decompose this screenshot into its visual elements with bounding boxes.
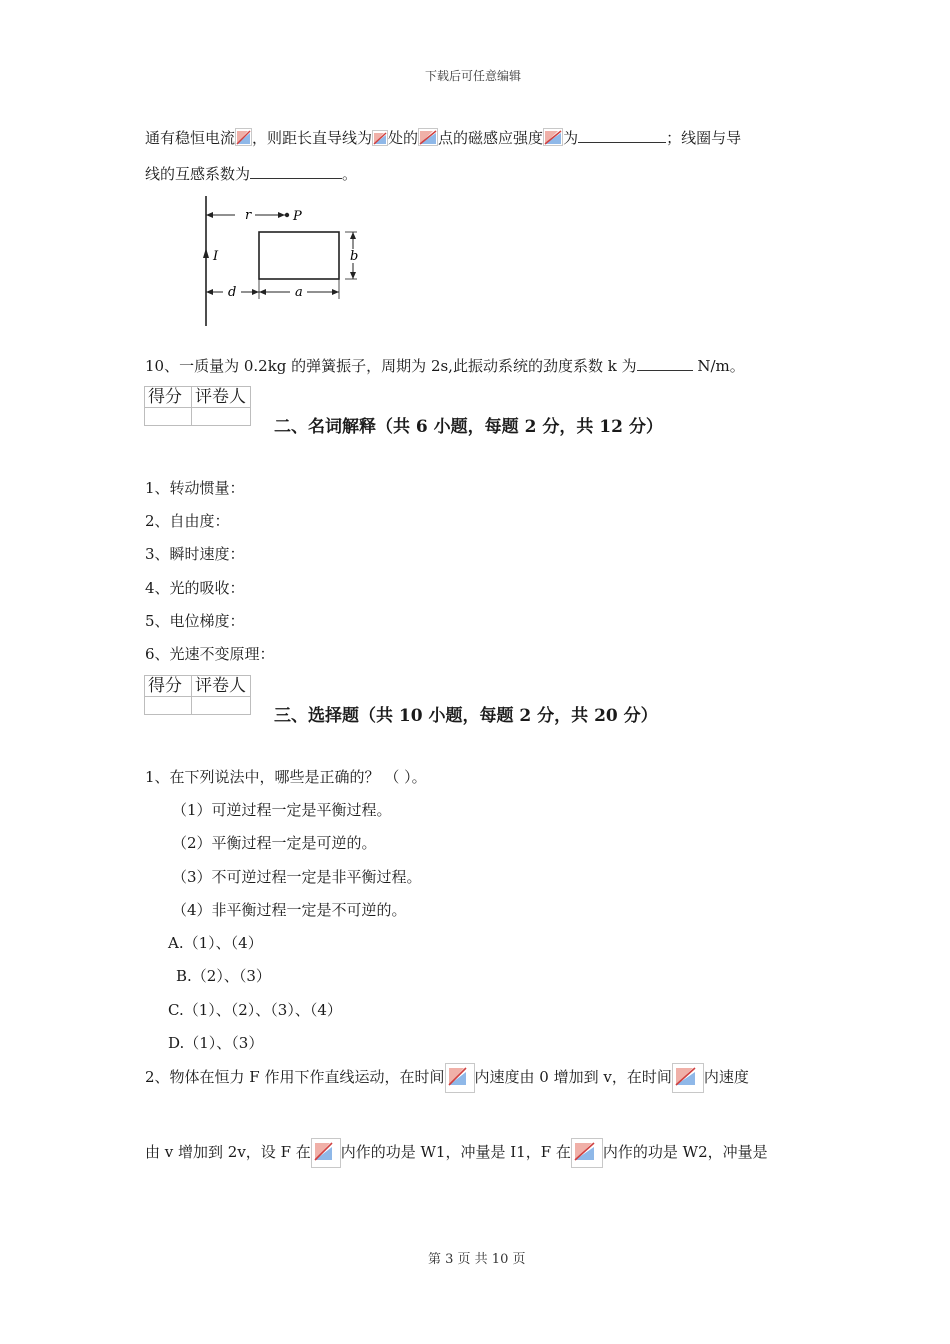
q10-text: 10、一质量为 0.2kg 的弹簧振子，周期为 2s,此振动系统的劲度系数 k 为 (145, 357, 637, 375)
q9-text: 处的 (388, 129, 419, 147)
q10-line (145, 356, 745, 376)
q1-option-d[interactable]: D.（1）、（3） (168, 1034, 264, 1052)
term-item: 6、光速不变原理： (145, 645, 275, 663)
broken-image-icon (543, 128, 563, 146)
page-header: 下载后可任意编辑 (425, 69, 522, 83)
term-item: 2、自由度： (145, 512, 230, 530)
term-item: 1、转动惯量： (145, 479, 245, 497)
q2-line-1 (145, 1062, 749, 1093)
broken-image-icon (311, 1138, 341, 1168)
q2-text: 内速度由 0 增加到 v，在时间 (474, 1068, 672, 1086)
score-cell[interactable] (145, 408, 192, 426)
q1-statement: （3）不可逆过程一定是非平衡过程。 (172, 868, 422, 886)
answer-blank[interactable] (578, 128, 666, 143)
broken-image-icon (372, 130, 388, 146)
q2-text: 2、物体在恒力 F 作用下作直线运动，在时间 (145, 1068, 445, 1086)
q2-text: 内作的功是 W2，冲量是 (602, 1143, 768, 1161)
score-table (144, 675, 251, 715)
q9-text: 为 (563, 129, 579, 147)
wire-loop-figure (195, 193, 370, 328)
broken-image-icon (571, 1138, 603, 1168)
section-3-title: 三、选择题（共 10 小题，每题 2 分，共 20 分） (274, 706, 658, 726)
score-header: 得分 (145, 387, 192, 408)
label-b: b (350, 249, 359, 264)
q9-text: 。 (342, 165, 358, 183)
grader-header: 评卷人 (192, 676, 251, 697)
q2-text: 内作的功是 W1，冲量是 I1，F 在 (340, 1143, 571, 1161)
answer-blank[interactable] (250, 164, 342, 179)
score-header: 得分 (145, 676, 192, 697)
q9-line-1 (145, 128, 741, 148)
grader-cell[interactable] (192, 408, 251, 426)
broken-image-icon (235, 128, 252, 146)
q1-statement: （1）可逆过程一定是平衡过程。 (172, 801, 392, 819)
label-d: d (228, 285, 237, 300)
label-I: I (213, 249, 219, 264)
score-table (144, 386, 251, 426)
broken-image-icon (418, 128, 438, 146)
grader-cell[interactable] (192, 697, 251, 715)
q1-option-b[interactable]: B.（2）、（3） (176, 967, 271, 985)
q9-text: ；线圈与导 (666, 129, 742, 147)
term-item: 3、瞬时速度： (145, 545, 245, 563)
q1-option-c[interactable]: C.（1）、（2）、（3）、（4） (168, 1001, 342, 1019)
q10-unit: N/m。 (692, 357, 745, 375)
term-item: 5、电位梯度： (145, 612, 245, 630)
label-P: P (293, 209, 302, 224)
label-a: a (295, 285, 303, 300)
q1-statement: （4）非平衡过程一定是不可逆的。 (172, 901, 407, 919)
answer-blank[interactable] (637, 356, 693, 371)
broken-image-icon (672, 1063, 704, 1093)
q1-statement: （2）平衡过程一定是可逆的。 (172, 834, 377, 852)
q9-text: 线的互感系数为 (145, 165, 251, 183)
q1-option-a[interactable]: A.（1）、（4） (168, 934, 263, 952)
q9-text: 通有稳恒电流 (145, 129, 236, 147)
q1-stem: 1、在下列说法中，哪些是正确的？ （ ）。 (145, 768, 427, 786)
score-cell[interactable] (145, 697, 192, 715)
broken-image-icon (445, 1063, 475, 1093)
term-item: 4、光的吸收： (145, 579, 245, 597)
q2-line-2 (145, 1137, 768, 1168)
grader-header: 评卷人 (192, 387, 251, 408)
page-footer: 第 3 页 共 10 页 (428, 1252, 526, 1267)
q2-text: 内速度 (703, 1068, 749, 1086)
q9-text: 点的磁感应强度 (438, 129, 544, 147)
section-2-title: 二、名词解释（共 6 小题，每题 2 分，共 12 分） (274, 417, 663, 437)
q9-text: ，则距长直导线为 (252, 129, 373, 147)
label-r: r (245, 208, 252, 223)
q2-text: 由 v 增加到 2v，设 F 在 (145, 1143, 311, 1161)
q9-line-2 (145, 164, 357, 184)
